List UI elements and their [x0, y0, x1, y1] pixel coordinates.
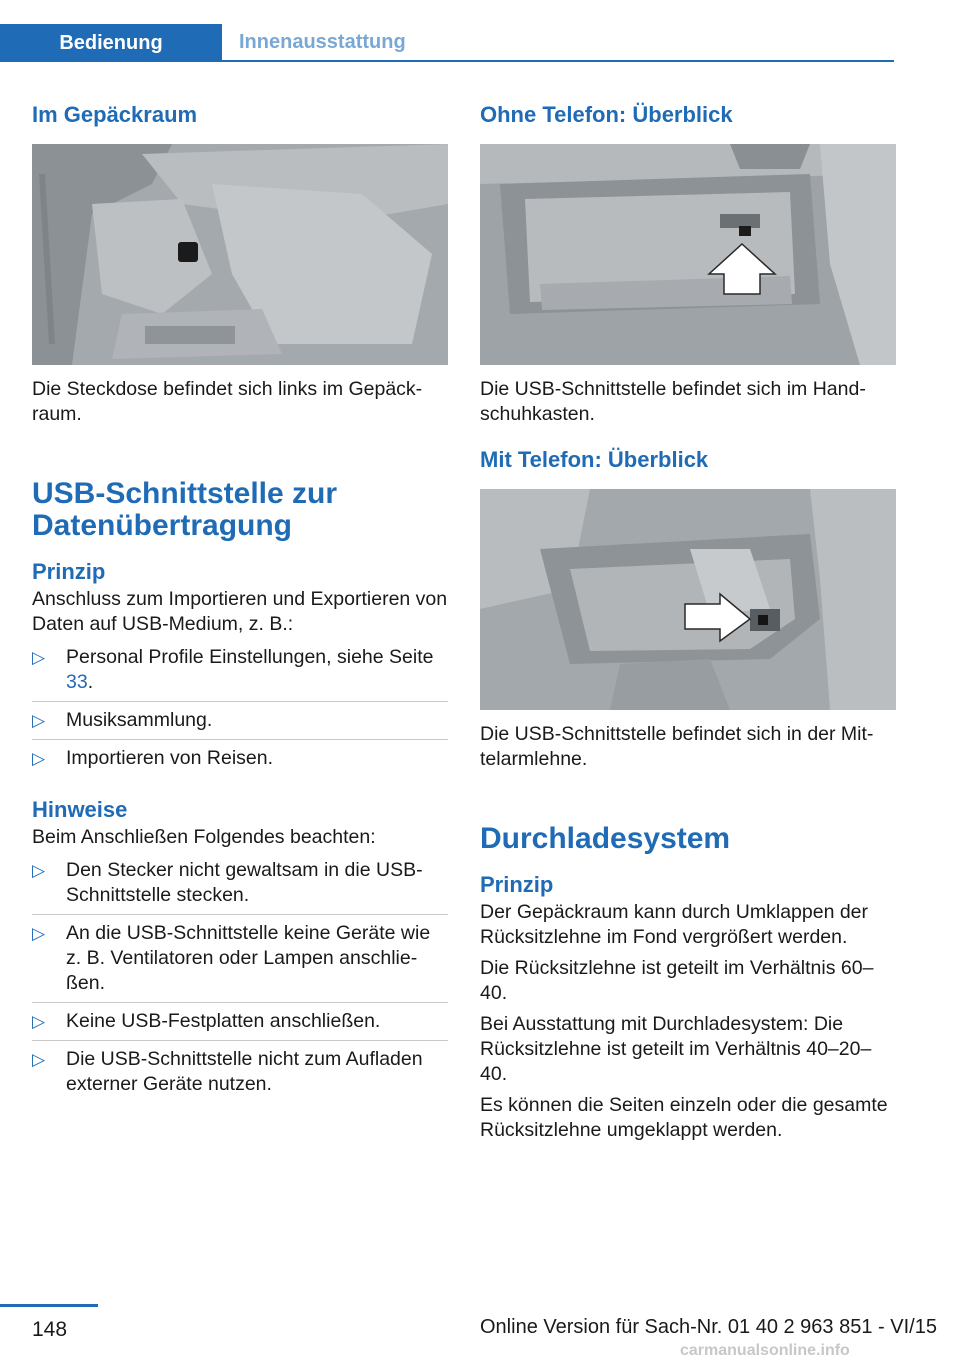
list-item-text: Keine USB-Festplatten anschließen.	[66, 1010, 381, 1032]
list-item-text: An die USB-Schnittstelle keine Geräte wie z. B. Ventilatoren oder Lampen anschlie‐ßen.	[66, 922, 431, 994]
list-item-text: Personal Profile Einstellungen, siehe Seite	[66, 646, 434, 668]
triangle-right-icon: ▷	[32, 861, 46, 880]
list-item-text: Die USB-Schnittstelle nicht zum Aufladen externer Geräte nutzen.	[66, 1048, 423, 1095]
glovebox-text-line-2: schuhkasten.	[480, 403, 595, 425]
armrest-text-line-2: telarmlehne.	[480, 748, 588, 770]
left-column	[32, 100, 448, 1103]
usb-heading-line-2: Datenübertragung	[32, 509, 293, 542]
list-item-text: Importieren von Reisen.	[66, 747, 274, 769]
section-title-ohne-telefon: Ohne Telefon: Überblick	[480, 102, 733, 127]
list-item	[32, 915, 448, 1003]
glovebox-photo	[480, 144, 896, 365]
triangle-right-icon: ▷	[32, 711, 46, 730]
section-title-mit-telefon: Mit Telefon: Überblick	[480, 447, 709, 472]
prinzip-text: Anschluss zum Importieren und Exportieren von Daten auf USB-Medium, z. B.:	[32, 588, 448, 635]
list-item	[32, 702, 448, 740]
list-item	[32, 639, 448, 702]
armrest-photo	[480, 489, 896, 710]
triangle-right-icon: ▷	[32, 924, 46, 943]
watermark: carmanualsonline.info	[680, 1342, 850, 1359]
triangle-right-icon: ▷	[32, 1050, 46, 1069]
list-item-text: Musiksammlung.	[66, 709, 213, 731]
durchladesystem-heading: Durchladesystem	[480, 822, 731, 855]
list-item	[32, 1041, 448, 1103]
triangle-right-icon: ▷	[32, 1012, 46, 1031]
durch-paragraph-3: Bei Ausstattung mit Durchladesystem: Die Rücksitzlehne ist geteilt im Verhältnis 40–20–40.	[480, 1013, 872, 1085]
prinzip-list	[32, 639, 448, 777]
tab-innenausstattung[interactable]: Innenausstattung	[239, 30, 406, 53]
section-title-gepaeckraum: Im Gepäckraum	[32, 102, 198, 127]
footer-rule	[0, 1304, 98, 1307]
chapter-tabs	[0, 24, 894, 62]
tab-bedienung[interactable]: Bedienung	[0, 24, 222, 62]
durch-paragraph-2: Die Rücksitzlehne ist geteilt im Verhältnis 60–40.	[480, 957, 874, 1004]
usb-heading-line-1: USB-Schnittstelle zur	[32, 477, 338, 510]
triangle-right-icon: ▷	[32, 749, 46, 768]
triangle-right-icon: ▷	[32, 648, 46, 667]
trunk-photo	[32, 144, 448, 365]
list-item-text: Den Stecker nicht gewaltsam in die USB-Schnittstelle stecken.	[66, 859, 423, 906]
durch-prinzip-heading: Prinzip	[480, 872, 554, 897]
hinweise-text: Beim Anschließen Folgendes beachten:	[32, 826, 376, 848]
list-item	[32, 1003, 448, 1041]
glovebox-text-line-1: Die USB-Schnittstelle befindet sich im Hand‐	[480, 378, 866, 400]
list-item	[32, 740, 448, 777]
list-item	[32, 852, 448, 915]
durch-paragraph-4: Es können die Seiten einzeln oder die gesamte Rücksitzlehne umgeklappt werden.	[480, 1094, 888, 1141]
trunk-text-line-1: Die Steckdose befindet sich links im Gepäck‐	[32, 378, 423, 400]
durch-paragraph-1: Der Gepäckraum kann durch Umklappen der Rücksitzlehne im Fond vergrößert werden.	[480, 901, 869, 948]
online-version-note: Online Version für Sach-Nr. 01 40 2 963 851 - VI/15	[480, 1316, 937, 1338]
page-link[interactable]: 33	[66, 671, 88, 693]
armrest-text-line-1: Die USB-Schnittstelle befindet sich in der Mit‐	[480, 723, 874, 745]
hinweise-list	[32, 852, 448, 1103]
right-column	[480, 100, 896, 1143]
trunk-text-line-2: raum.	[32, 403, 82, 425]
list-item-text-end: .	[87, 671, 94, 693]
page-number: 148	[32, 1318, 68, 1341]
glovebox-illustration	[480, 144, 896, 365]
hinweise-heading: Hinweise	[32, 797, 128, 822]
armrest-illustration	[480, 489, 896, 710]
trunk-illustration	[32, 144, 448, 365]
prinzip-heading: Prinzip	[32, 559, 106, 584]
tab-underline	[222, 60, 894, 62]
